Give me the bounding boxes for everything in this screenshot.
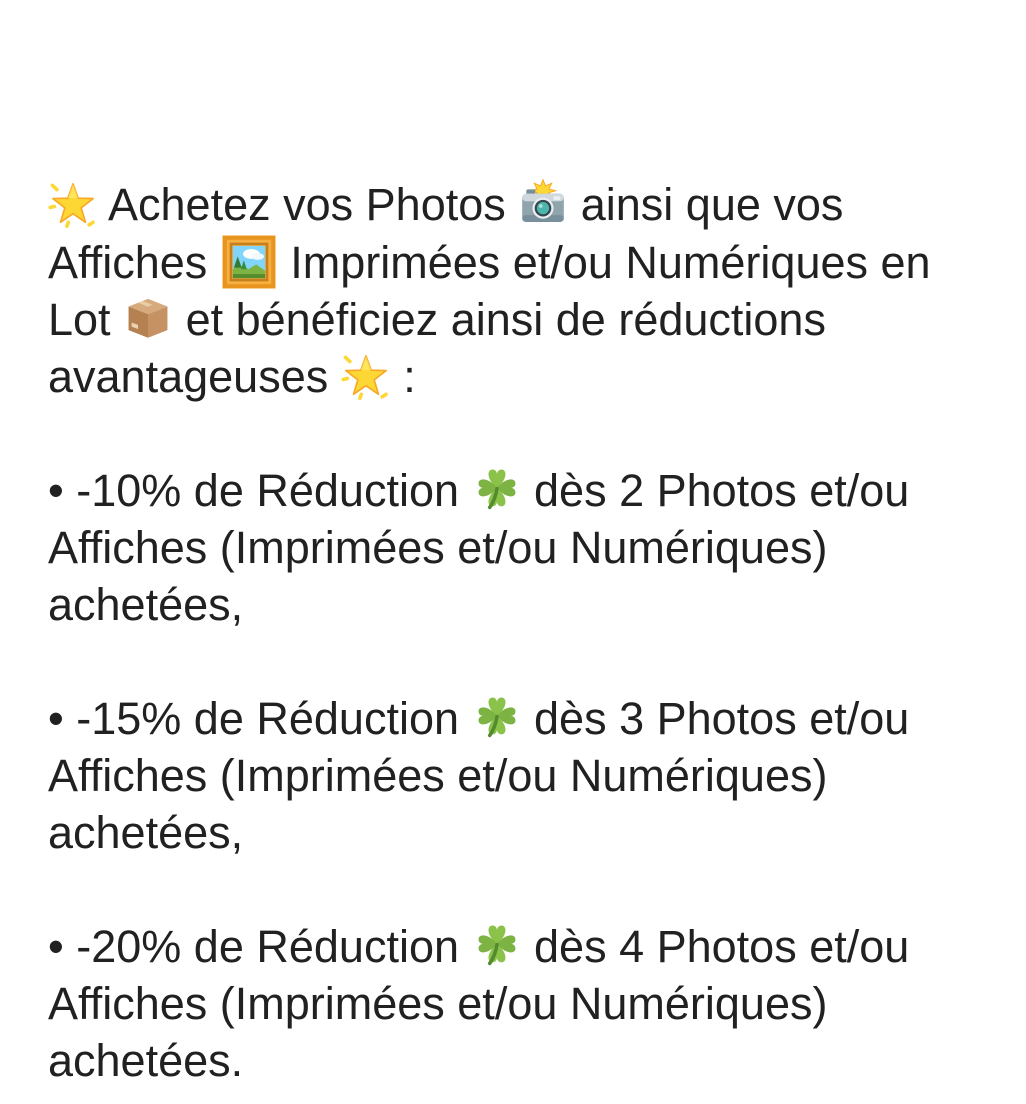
- text-run: Affiches (Imprimées et/ou Numériques): [48, 750, 828, 801]
- text-run: • -15% de Réduction: [48, 693, 472, 744]
- text-run: • -20% de Réduction: [48, 921, 472, 972]
- text-run: dès 2 Photos et/ou: [521, 465, 910, 516]
- glowing-star-icon: [341, 351, 391, 401]
- text-run: Affiches (Imprimées et/ou Numériques): [48, 978, 828, 1029]
- text-run: Affiches (Imprimées et/ou Numériques): [48, 522, 828, 573]
- framed-picture-icon: [220, 233, 278, 291]
- promo-text-block: [48, 176, 1000, 1089]
- camera-with-flash-icon: [518, 179, 568, 229]
- text-run: Lot: [48, 294, 124, 345]
- four-leaf-clover-icon: [472, 693, 522, 743]
- text-run: • -10% de Réduction: [48, 465, 472, 516]
- text-run: et bénéficiez ainsi de réductions: [173, 294, 826, 345]
- discount-item-15-percent: [48, 690, 1000, 861]
- text-run: ainsi que vos: [568, 179, 844, 230]
- text-run: avantageuses: [48, 351, 341, 402]
- text-run: dès 4 Photos et/ou: [521, 921, 910, 972]
- intro-paragraph: [48, 176, 1000, 405]
- text-run: achetées,: [48, 579, 244, 630]
- text-run: achetées,: [48, 807, 244, 858]
- four-leaf-clover-icon: [472, 465, 522, 515]
- discount-item-20-percent: [48, 918, 1000, 1089]
- package-icon: [123, 294, 173, 344]
- text-run: :: [390, 351, 416, 402]
- four-leaf-clover-icon: [472, 921, 522, 971]
- text-run: dès 3 Photos et/ou: [521, 693, 910, 744]
- text-run: Achetez vos Photos: [98, 179, 519, 230]
- glowing-star-icon: [48, 179, 98, 229]
- text-run: Affiches: [48, 237, 220, 288]
- text-run: achetées.: [48, 1035, 244, 1086]
- text-run: Imprimées et/ou Numériques en: [277, 237, 931, 288]
- discount-item-10-percent: [48, 462, 1000, 633]
